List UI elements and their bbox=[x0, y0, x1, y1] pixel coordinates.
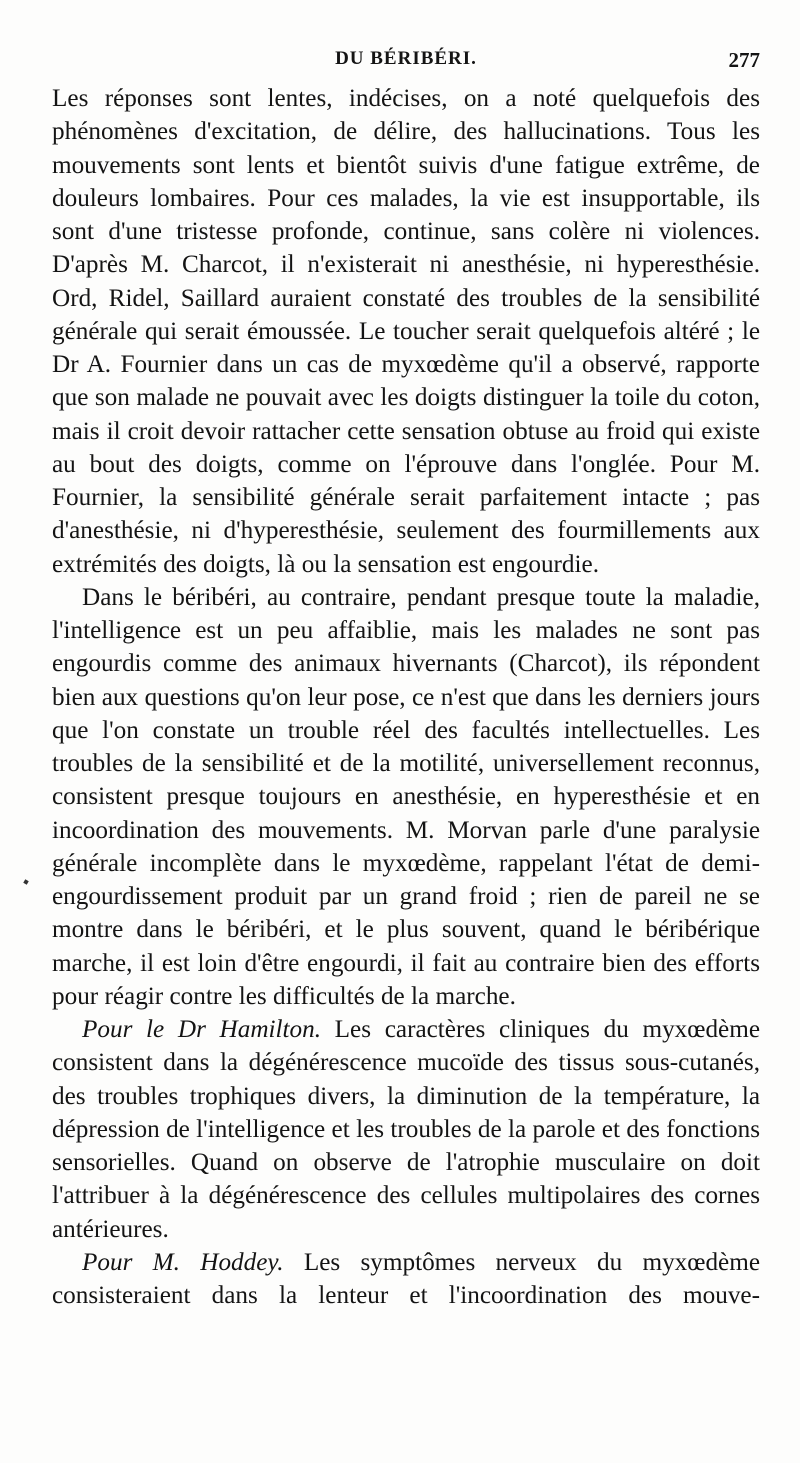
margin-speck bbox=[23, 879, 28, 884]
body-text bbox=[52, 82, 760, 1312]
running-head bbox=[52, 48, 760, 78]
paragraph-4-text: Les symptômes nerveux du myxœdème consisteraient dans la lenteur et l'incoordination des mouve- bbox=[52, 1248, 761, 1309]
paragraph-1 bbox=[52, 82, 760, 581]
paragraph-2 bbox=[52, 581, 760, 1013]
page-number: 277 bbox=[728, 48, 760, 72]
paragraph-2-text: Dans le béribéri, au contraire, pendant presque toute la maladie, l'intelligence est un peu affaiblie, mais les malades ne sont pas engourdis comme des animaux hivernants (Charcot), ils répondent bien aux questions qu'on leur pose, ce n'est que dans les derniers jours que l'on constate un trouble réel des facultés intellectuelles. Les troubles de la sensibilité et de la motilité, universellement reconnus, consistent presque toujours en anesthésie, en hyperesthésie et en incoordination des mouvements. M. Morvan parle d'une paralysie générale incomplète dans le myxœdème, rappelant l'état de demi-engourdissement produit par un grand froid ; rien de pareil ne se montre dans le béribéri, et le plus souvent, quand le béribérique marche, il est loin d'être engourdi, il fait au contraire bien des efforts pour réagir contre les difficultés de la marche. bbox=[52, 583, 760, 1010]
paragraph-1-text: Les réponses sont lentes, indécises, on a noté quelquefois des phénomènes d'excitation, de délire, des hallucinations. Tous les mouvements sont lents et bientôt suivis d'une fatigue extrême, de douleurs lombaires. Pour ces malades, la vie est insupportable, ils sont d'une tristesse profonde, continue, sans colère ni violences. D'après M. Charcot, il n'existerait ni anesthésie, ni hyperesthésie. Ord, Ridel, Saillard auraient constaté des troubles de la sensibilité générale qui serait émoussée. Le toucher serait quelquefois altéré ; le Dr A. Fournier dans un cas de myxœdème qu'il a observé, rapporte que son malade ne pouvait avec les doigts distinguer la toile du coton, mais il croit devoir rattacher cette sensation obtuse au froid qui existe au bout des doigts, comme on l'éprouve dans l'onglée. Pour M. Fournier, la sensibilité générale serait parfaitement intacte ; pas d'anesthésie, ni d'hyperesthésie, seulement des fourmillements aux extrémités des doigts, là ou la sensation est engourdie. bbox=[52, 85, 760, 578]
paragraph-3-lead: Pour le Dr Hamilton. bbox=[82, 1016, 321, 1043]
paragraph-4 bbox=[52, 1246, 760, 1313]
paragraph-4-lead: Pour M. Hoddey. bbox=[82, 1248, 284, 1276]
paragraph-3-text: Les caractères cliniques du myxœdème consistent dans la dégénérescence mucoïde des tissus sous-cutanés, des troubles trophiques divers, la diminution de la température, la dépression de l'intelligence et les troubles de la parole et des fonctions sensorielles. Quand on observe de l'atrophie musculaire on doit l'attribuer à la dégénérescence des cellules multipolaires des cornes antérieures. bbox=[52, 1016, 760, 1243]
running-title: DU BÉRIBÉRI. bbox=[335, 48, 477, 69]
paragraph-3 bbox=[52, 1013, 760, 1246]
